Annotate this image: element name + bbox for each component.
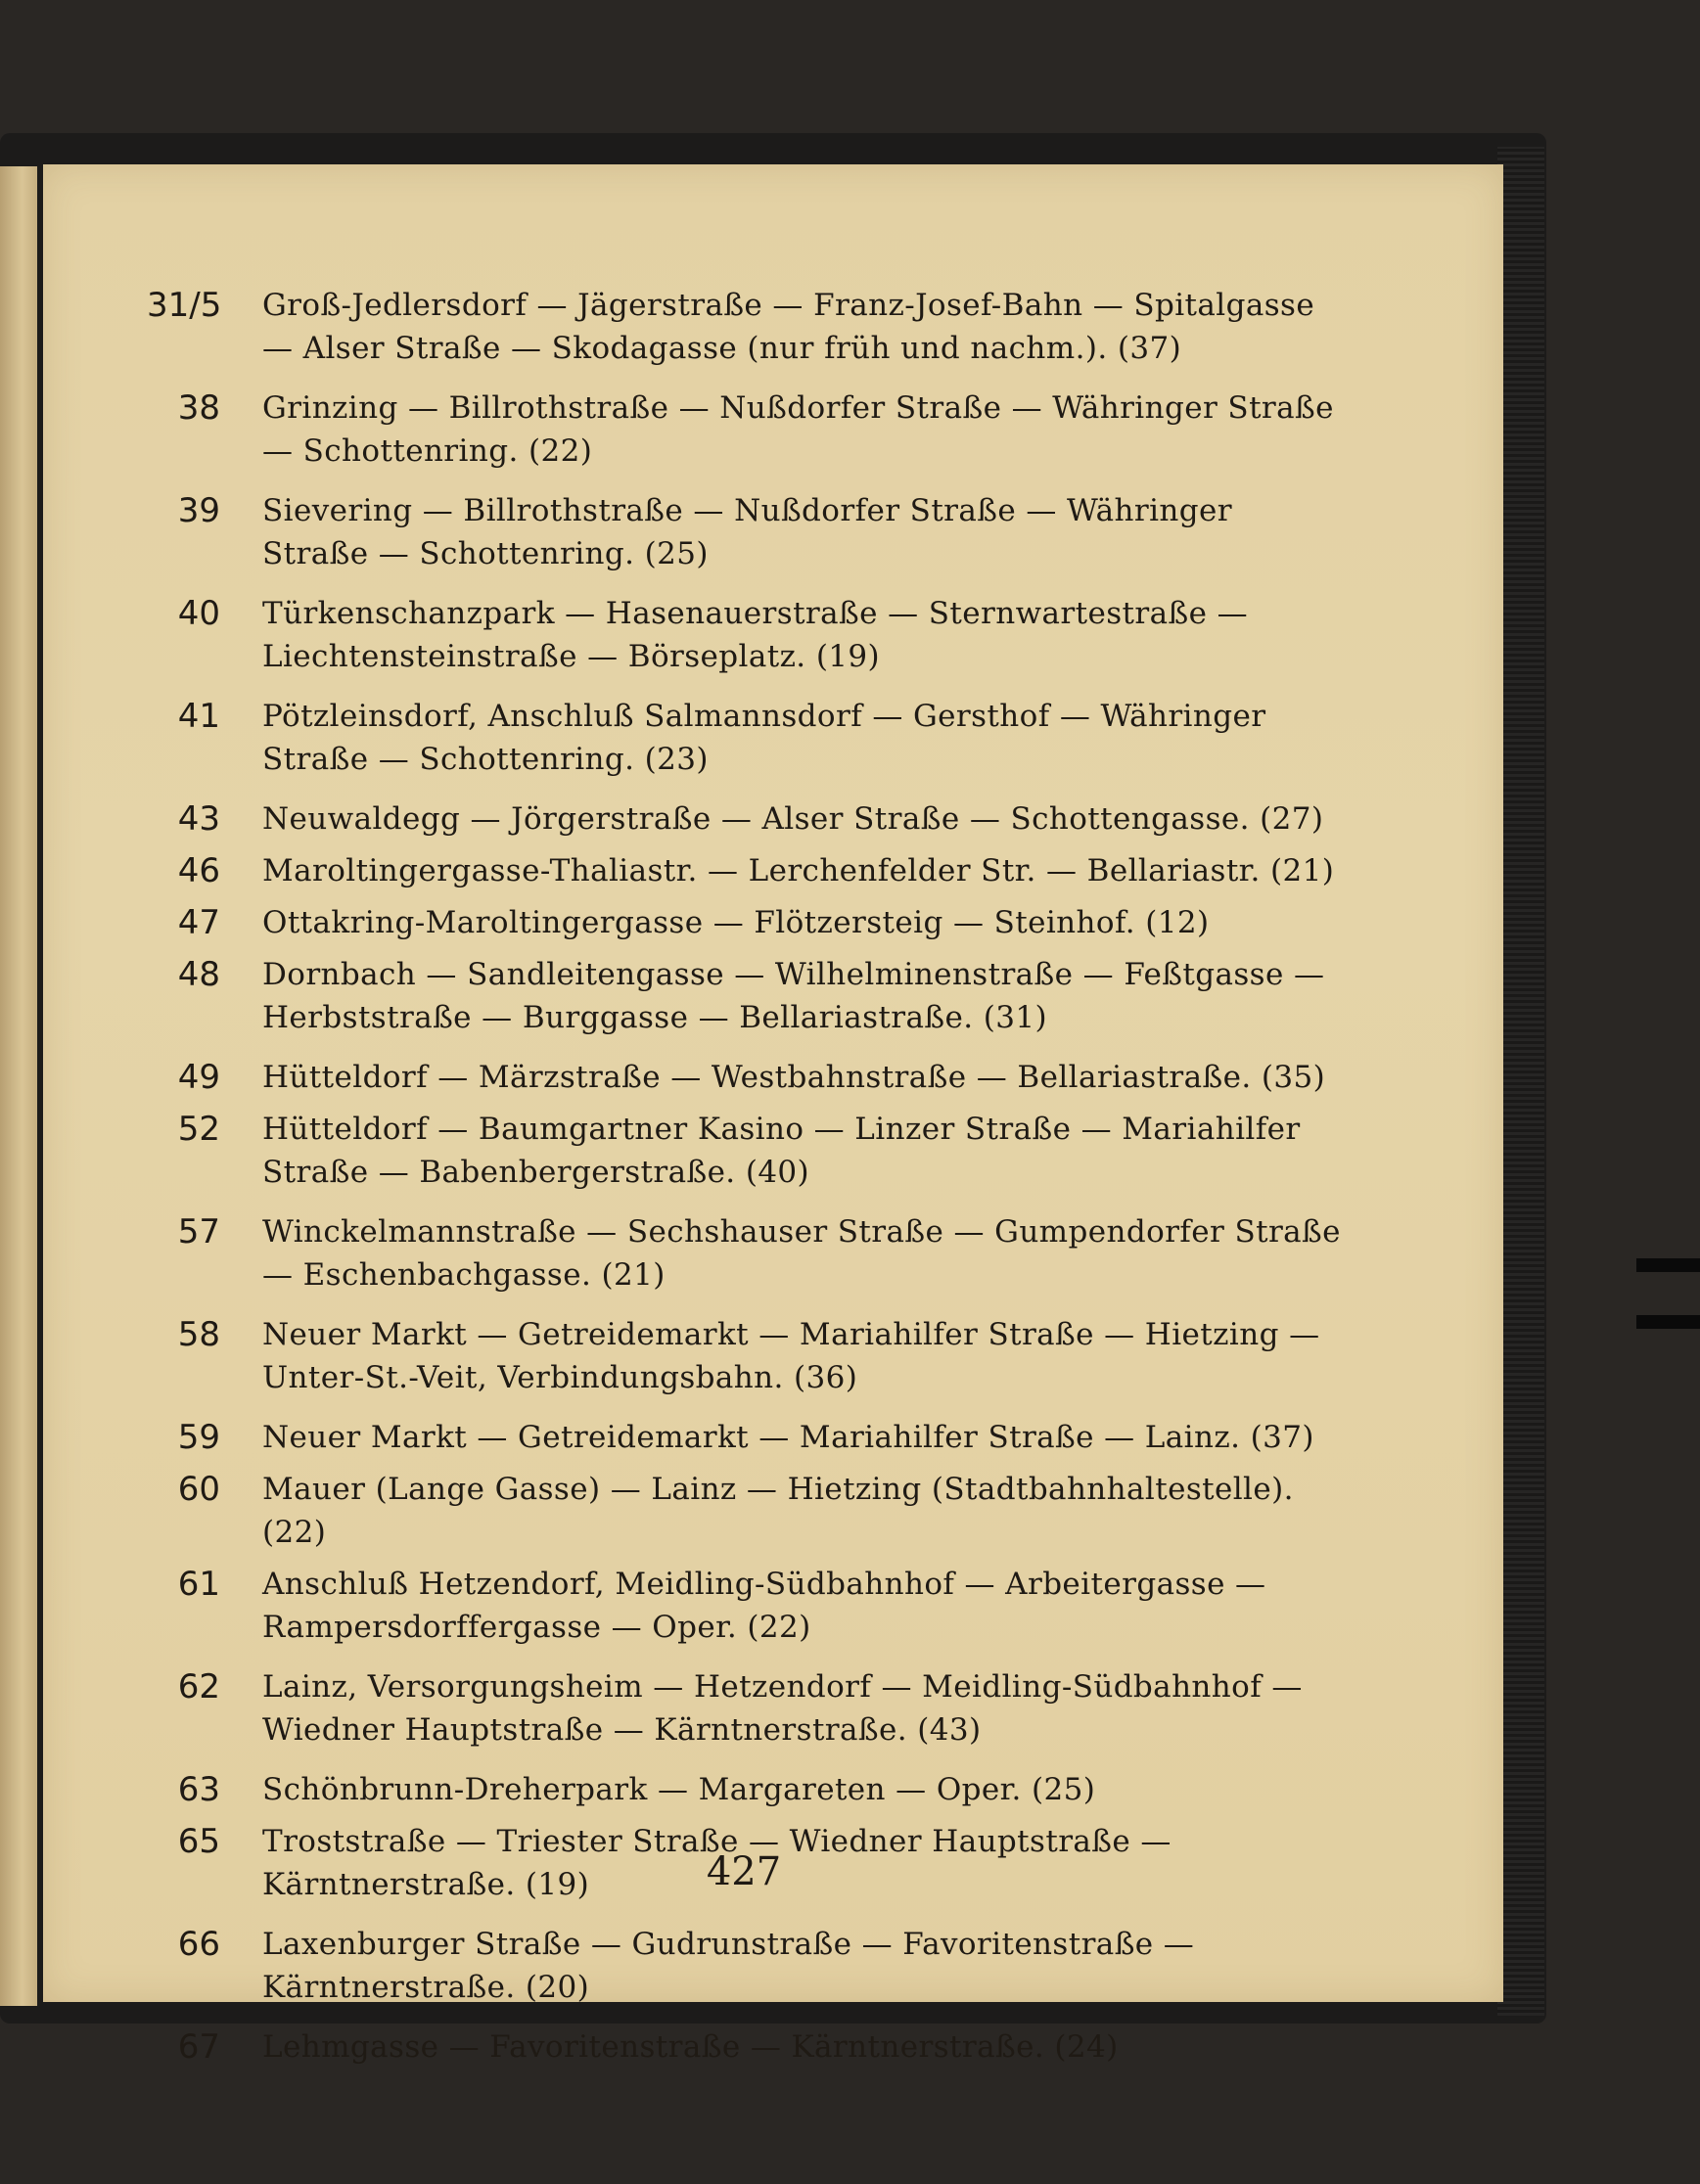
route-description: Schönbrunn-Dreherpark — Margareten — Oper. (25): [262, 1772, 1096, 1807]
route-description: Lainz, Versorgungsheim — Hetzendorf — Meidling-Südbahnhof — Wiedner Hauptstraße — Kärntnerstraße. (43): [262, 1669, 1303, 1748]
route-description: Neuwaldegg — Jörgerstraße — Alser Straße — Schottengasse. (27): [262, 801, 1324, 837]
route-number: 48: [177, 955, 220, 994]
route-description: Türkenschanzpark — Hasenauerstraße — Sternwartestraße — Liechtensteinstraße — Börseplatz. (19): [262, 596, 1249, 674]
route-description: Groß-Jedlersdorf — Jägerstraße — Franz-Josef-Bahn — Spitalgasse — Alser Straße — Skodagasse (nur früh und nachm.). (37): [262, 288, 1315, 366]
route-entry: [147, 489, 1341, 575]
route-number: 66: [177, 1925, 220, 1964]
route-number: 57: [177, 1212, 220, 1251]
route-description: Neuer Markt — Getreidemarkt — Mariahilfer Straße — Lainz. (37): [262, 1420, 1314, 1455]
route-description: Pötzleinsdorf, Anschluß Salmannsdorf — Gersthof — Währinger Straße — Schottenring. (23): [262, 699, 1266, 777]
route-number: 31/5: [147, 286, 222, 325]
route-entry: [147, 901, 1341, 944]
route-number: 60: [177, 1470, 220, 1509]
route-number: 67: [177, 2027, 220, 2067]
route-number: 39: [177, 491, 220, 530]
route-entry: [147, 1665, 1341, 1752]
route-description: Lehmgasse — Favoritenstraße — Kärntnerstraße. (24): [262, 2029, 1119, 2065]
route-entry: [147, 1923, 1341, 2009]
route-number: 41: [177, 697, 220, 736]
route-number: 62: [177, 1667, 220, 1706]
route-description: Dornbach — Sandleitengasse — Wilhelminenstraße — Feßtgasse — Herbststraße — Burggasse — Bellariastraße. (31): [262, 957, 1325, 1035]
route-number: 61: [177, 1565, 220, 1604]
route-description: Laxenburger Straße — Gudrunstraße — Favoritenstraße — Kärntnerstraße. (20): [262, 1927, 1195, 2005]
route-description: Mauer (Lange Gasse) — Lainz — Hietzing (Stadtbahnhaltestelle). (22): [262, 1472, 1294, 1550]
route-number: 63: [177, 1770, 220, 1809]
route-description: Anschluß Hetzendorf, Meidling-Südbahnhof — Arbeitergasse — Rampersdorffergasse — Oper. (22): [262, 1567, 1266, 1645]
route-entry: [147, 1313, 1341, 1399]
route-description: Maroltingergasse-Thaliastr. — Lerchenfelder Str. — Bellariastr. (21): [262, 853, 1335, 888]
page-marker-tab: [1636, 1258, 1700, 1272]
route-number: 46: [177, 851, 220, 890]
route-entry: [147, 1108, 1341, 1194]
route-description: Hütteldorf — Märzstraße — Westbahnstraße — Bellariastraße. (35): [262, 1060, 1326, 1095]
route-entry: [147, 953, 1341, 1039]
route-number: 38: [177, 388, 220, 428]
route-number: 43: [177, 799, 220, 839]
route-description: Sievering — Billrothstraße — Nußdorfer Straße — Währinger Straße — Schottenring. (25): [262, 493, 1232, 571]
route-description: Troststraße — Triester Straße — Wiedner Hauptstraße — Kärntnerstraße. (19): [262, 1824, 1172, 1902]
route-number: 59: [177, 1418, 220, 1457]
page-marker-tab: [1636, 1315, 1700, 1329]
route-description: Neuer Markt — Getreidemarkt — Mariahilfer Straße — Hietzing — Unter-St.-Veit, Verbindungsbahn. (36): [262, 1317, 1320, 1395]
book-cover-edge: [1497, 147, 1544, 2016]
route-description: Winckelmannstraße — Sechshauser Straße — Gumpendorfer Straße — Eschenbachgasse. (21): [262, 1214, 1341, 1293]
route-entry: [147, 1468, 1341, 1554]
route-entry: [147, 1563, 1341, 1649]
route-description: Ottakring-Maroltingergasse — Flötzersteig — Steinhof. (12): [262, 905, 1210, 940]
route-entry: [147, 1210, 1341, 1297]
route-entry: [147, 1416, 1341, 1459]
route-list: [147, 284, 1341, 2069]
route-entry: [147, 387, 1341, 473]
route-number: 52: [177, 1110, 220, 1149]
route-description: Hütteldorf — Baumgartner Kasino — Linzer Straße — Mariahilfer Straße — Babenbergerstraße. (40): [262, 1112, 1301, 1190]
route-entry: [147, 1768, 1341, 1811]
route-entry: [147, 695, 1341, 781]
route-number: 47: [177, 903, 220, 942]
route-number: 40: [177, 594, 220, 633]
route-description: Grinzing — Billrothstraße — Nußdorfer Straße — Währinger Straße — Schottenring. (22): [262, 390, 1334, 469]
route-entry: [147, 1056, 1341, 1099]
route-entry: [147, 797, 1341, 841]
route-number: 58: [177, 1315, 220, 1354]
route-entry: [147, 849, 1341, 892]
route-number: 49: [177, 1058, 220, 1097]
route-entry: [147, 284, 1341, 370]
route-entry: [147, 2025, 1341, 2069]
route-number: 65: [177, 1822, 220, 1861]
page-number: 427: [706, 1849, 782, 1894]
previous-page-edge: [0, 166, 37, 2006]
route-entry: [147, 592, 1341, 678]
